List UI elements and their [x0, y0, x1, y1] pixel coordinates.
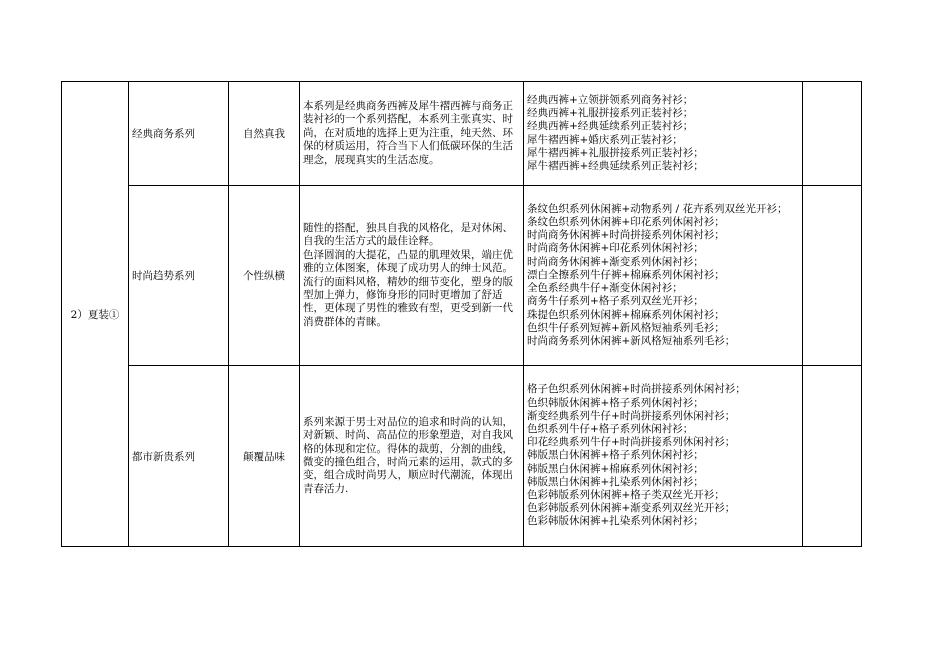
- series-description: 本系列是经典商务西裤及犀牛褶西裤与商务正装衬衫的一个系列搭配，本系列主张真实、时尚，在对质地的选择上更为注重，纯天然、环保的材质运用，符合当下人们低碳环保的生活理念，展现真实的生活态度。: [303, 99, 513, 166]
- style-name-cell: [229, 366, 300, 547]
- list-item: 韩版黑白休闲裤+格子系列休闲衬衫；: [527, 449, 704, 462]
- empty-cell: [803, 82, 862, 186]
- list-item: 条纹色织系列休闲裤+印花系列休闲衬衫；: [527, 216, 725, 229]
- list-item: 色织系列牛仔+格子系列休闲衬衫；: [527, 422, 694, 435]
- table-row: [62, 82, 862, 186]
- section-label-cell: [62, 82, 129, 547]
- list-item: 经典西裤+经典延续系列正装衬衫；: [527, 120, 694, 133]
- list-item: 时尚商务休闲裤+印花系列休闲衬衫；: [527, 242, 704, 255]
- list-item: 韩版黑白休闲裤+扎染系列休闲衬衫；: [527, 475, 704, 488]
- list-item: 经典西裤+立领拼领系列商务衬衫；: [527, 93, 694, 106]
- list-item: 韩版黑白休闲裤+棉麻系列休闲衬衫；: [527, 462, 704, 475]
- combination-list-cell: [524, 186, 803, 366]
- description-cell: [300, 366, 524, 547]
- series-description-line: 随性的搭配，独具自我的风格化，是对休闲、自我的生活方式的最佳诠释。: [303, 221, 513, 248]
- description-cell: [300, 82, 524, 186]
- list-item: 全色系经典牛仔+渐变休闲衬衫；: [527, 282, 683, 295]
- series-name: 经典商务系列: [132, 128, 195, 140]
- style-name-cell: [229, 186, 300, 366]
- list-item: 条纹色织系列休闲裤+动物系列 / 花卉系列双丝光开衫；: [527, 202, 788, 215]
- list-item: 时尚商务系列休闲裤+新风格短袖系列毛衫；: [527, 334, 736, 347]
- table-row: [62, 366, 862, 547]
- series-description-line: 色泽圆润的大提花，凸显的肌理效果，端庄优雅的立体图案，体现了成功男人的绅士风范。流行的面料风格，精妙的细节变化，塑身的版型加上弹力，修饰身形的同时更增加了舒适性，更体现了男性的雅致有型，更受到新一代消费群体的青睐。: [303, 248, 513, 328]
- list-item: 商务牛仔系列+格子系列双丝光开衫；: [527, 295, 704, 308]
- product-series-table: [61, 81, 862, 547]
- style-name-cell: [229, 82, 300, 186]
- style-name: 自然真我: [243, 128, 285, 140]
- series-name: 都市新贵系列: [132, 450, 195, 463]
- list-item: 渐变经典系列牛仔+时尚拼接系列休闲衬衫；: [527, 409, 736, 422]
- empty-cell: [803, 366, 862, 547]
- style-name: 颠覆品味: [243, 450, 285, 463]
- list-item: 色彩韩版系列休闲裤+格子类双丝光开衫；: [527, 489, 725, 501]
- section-label: 2）夏装①: [70, 308, 120, 321]
- combination-list-cell: [524, 82, 803, 186]
- list-item: 漂白全擦系列牛仔裤+棉麻系列休闲衬衫；: [527, 268, 725, 281]
- list-item: 色彩韩版系列休闲裤+渐变系列双丝光开衫；: [527, 502, 736, 515]
- list-item: 时尚商务休闲裤+渐变系列休闲衬衫；: [527, 255, 704, 268]
- list-item: 犀牛褶西裤+婚庆系列正装衬衫；: [527, 133, 683, 146]
- list-item: 色织牛仔系列短裤+新风格短袖系列毛衫；: [527, 321, 725, 334]
- series-description-line: 对新颖、时尚、高品位的形象塑造，对自我风格的体现和定位。得体的裁剪，分割的曲线，微变的撞色组合，时尚元素的运用，款式的多变，组合成时尚男人，顺应时代潮流，体现出青春活力.: [303, 429, 513, 495]
- list-item: 经典西裤+礼服拼接系列正装衬衫；: [527, 107, 694, 120]
- list-item: 色织韩版休闲裤+格子系列休闲衬衫；: [527, 396, 704, 409]
- list-item: 格子色织系列休闲裤+时尚拼接系列休闲衬衫；: [527, 383, 746, 396]
- combination-list-cell: [524, 366, 803, 547]
- series-name: 时尚趋势系列: [132, 270, 195, 282]
- series-name-cell: [129, 366, 229, 547]
- list-item: 犀牛褶西裤+经典延续系列正装衬衫；: [527, 159, 704, 172]
- empty-cell: [803, 186, 862, 366]
- series-description-line: 系列来源于男士对品位的追求和时尚的认知，: [303, 415, 513, 428]
- list-item: 印花经典系列牛仔+时尚拼接系列休闲衬衫；: [527, 436, 736, 449]
- list-item: 珠提色织系列休闲裤+棉麻系列休闲衬衫；: [527, 308, 725, 321]
- table-row: [62, 186, 862, 366]
- description-cell: [300, 186, 524, 366]
- series-name-cell: [129, 186, 229, 366]
- series-name-cell: [129, 82, 229, 186]
- style-name: 个性纵横: [243, 270, 285, 282]
- list-item: 犀牛褶西裤+礼服拼接系列正装衬衫；: [527, 146, 704, 159]
- list-item: 色彩韩版休闲裤+扎染系列休闲衬衫；: [527, 515, 704, 528]
- list-item: 时尚商务休闲裤+时尚拼接系列休闲衬衫；: [527, 229, 725, 242]
